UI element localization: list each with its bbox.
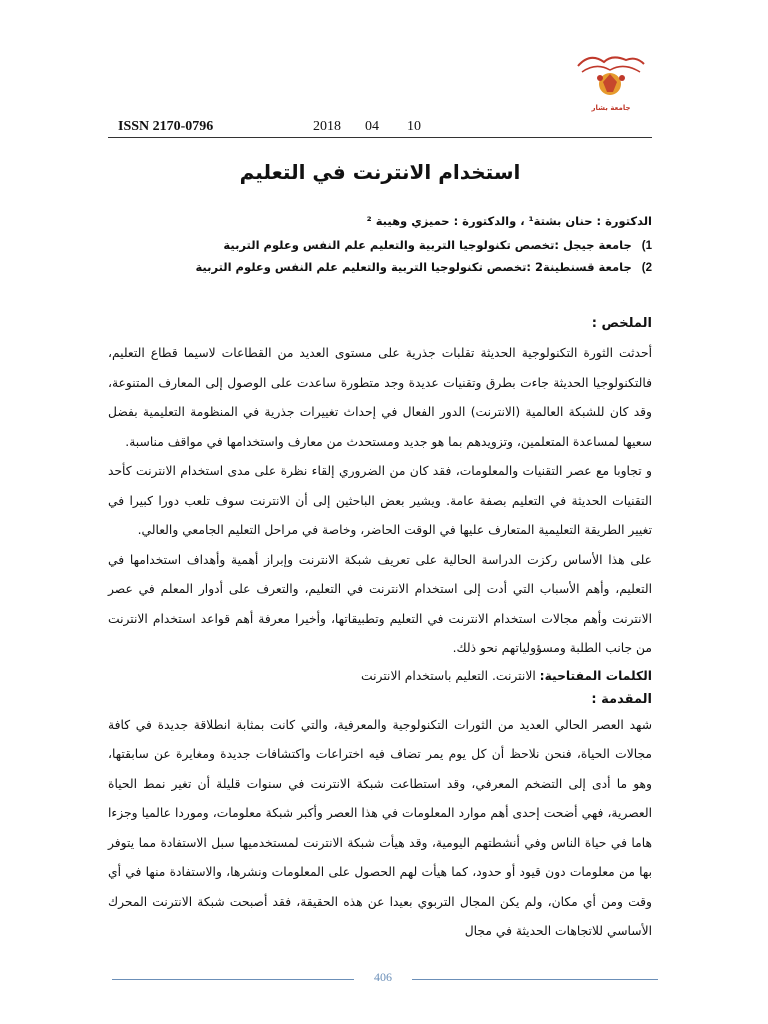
logo-caption: جامعة بشار	[591, 104, 631, 112]
issn-number: ISSN 2170-0796	[118, 119, 214, 134]
article-body	[108, 150, 652, 947]
abstract-paragraph-1: أحدثت الثورة التكنولوجية الحديثة تقلبات جذرية على مستوى العديد من القطاعات لاسيما قطاع التعليم، فالتكنولوجيا الحديثة جاءت بطرق وتقنيات عديدة وجد متطورة ساعدت على الوصول إلى المعارف المتنوعة، وقد كان للشبكة العالمية (الانترنت) الدور الفعال في إحداث تغييرات جذرية في المنظومة التعليمية بفضل سعيها لمساعدة المتعلمين، وتزويدهم بما هو جديد ومستحدث من معارف واستخدامها في مواقف مناسبة.	[108, 346, 652, 449]
abstract-paragraph-2: و تجاوبا مع عصر التقنيات والمعلومات، فقد كان من الضروري إلقاء نظرة على مدى استخدام الانترنت كأحد التقنيات الحديثة في التعليم بصفة عامة. ويشير بعض الباحثين إلى أن الانترنت سوف تلعب دورا كبيرا في تغيير الطريقة التعليمية المتعارف عليها في الوقت الحاضر، وخاصة في مراحل التعليم الجامعي والعالي.	[108, 464, 652, 537]
issue-day: 10	[407, 119, 421, 134]
page-number: 406	[374, 970, 392, 984]
issue-year: 2018	[313, 119, 341, 134]
authors: الدكتورة : حنان بشتة¹ ، والدكتورة : حميزي وهيبة ²	[366, 214, 652, 228]
affiliation-1	[108, 238, 652, 252]
affiliation-1-text: جامعة جيجل :تخصص تكنولوجيا التربية والتعليم علم النفس وعلوم التربية	[223, 238, 632, 252]
affiliation-2	[108, 260, 652, 274]
keywords-label: الكلمات المفتاحية:	[539, 668, 652, 683]
introduction-heading: المقدمة :	[591, 691, 652, 707]
keywords-values: الانترنت. التعليم باستخدام الانترنت	[361, 668, 540, 683]
keywords	[108, 664, 652, 688]
header-divider	[108, 137, 652, 138]
abstract-heading: الملخص :	[591, 316, 652, 331]
introduction-paragraph: شهد العصر الحالي العديد من الثورات التكنولوجية والمعرفية، والتي كانت بمثابة انطلاقة جديدة في كافة مجالات الحياة، فنحن نلاحظ أن كل يوم يمر تضاف فيه اختراعات واكتشافات جديدة ومغايرة عن سابقتها، وهو ما أدى إلى التضخم المعرفي، وقد استطاعت شبكة الانترنت في سنوات قليلة أن تغير نمط الحياة العصرية، فهي أضحت إحدى أهم موارد المعلومات في هذا العصر وأكبر شبكة معلومات، وموردا عالميا وجزءا هاما في حياة الناس وفي أنشطتهم اليومية، وقد هيأت شبكة الانترنت لمستخدميها سبل الاستفادة مما يتوفر بها من معلومات دون قيود أو حدود، كما هيأت لهم الحصول على المعلومات ونشرها، والاستفادة منها في أي وقت ومن أي مكان، ولم يكن المجال التربوي بعيدا عن هذه الحقيقة، فقد أصبحت شبكة الانترنت المحرك الأساسي للاتجاهات الحديثة في مجال	[108, 717, 652, 938]
abstract-paragraph-3: على هذا الأساس ركزت الدراسة الحالية على تعريف شبكة الانترنت وإبراز أهمية وأهداف استخدامها في التعليم، وأهم الأسباب التي أدت إلى استخدام الانترنت في التعليم، والتعرف على أدوار المعلم في عصر الانترنت وأهم مجالات استخدام الانترنت في التعليم وتطبيقاتها، وأخيرا معرفة أهم قواعد استخدام الانترنت من جانب الطلبة ومسؤولياتهم نحو ذلك.	[108, 552, 652, 655]
affiliation-1-number: 1)	[641, 240, 652, 252]
article-title: استخدام الانترنت في التعليم	[239, 160, 521, 184]
affiliation-2-text: جامعة قسنطينة2 :تخصص تكنولوجيا التربية والتعليم علم النفس وعلوم التربية	[195, 260, 632, 274]
footer-divider-left	[112, 979, 354, 980]
issue-month: 04	[365, 119, 379, 134]
affiliation-2-number: 2)	[641, 262, 652, 274]
footer-divider-right	[412, 979, 658, 980]
